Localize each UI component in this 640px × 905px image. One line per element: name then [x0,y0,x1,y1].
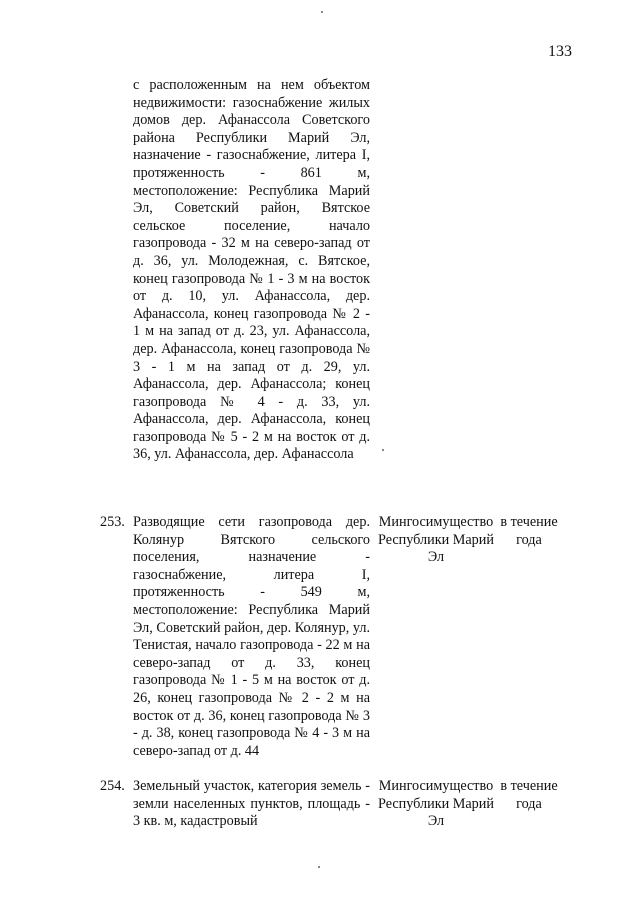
row-holder: Мингосимущество Республики Марий Эл [378,778,494,830]
page-number: 133 [548,43,572,60]
scan-speck [321,11,323,13]
row-term: в течение года [500,514,558,548]
row-description: Разводящие сети газопровода дер. Колянур Вятского сельского поселения, назначение - газоснабжение, литера I, протяженность - 549 м, местоположение: Республика Марий Эл, Советский район, дер. Колянур, ул. Тенистая, начало газопровода - 22 м на северо-запад от д. 33, конец газопровода № 1 - 5 м на восток от д. 26, конец газопровода № 2 - 2 м на восток от д. 36, конец газопровода № 3 - д. 38, конец газопровода № 4 - 3 м на северо-запад от д. 44 [133,514,370,759]
row-term: в течение года [500,778,558,812]
row-holder: Мингосимущество Республики Марий Эл [378,514,494,566]
row-number: 254. [100,778,125,794]
row-description: Земельный участок, категория земель - земли населенных пунктов, площадь - 3 кв. м, кадастровый [133,778,370,830]
continued-description: с расположенным на нем объектом недвижимости: газоснабжение жилых домов дер. Афанассола Советского района Республики Марий Эл, назначение - газоснабжение, литера I, протяженность - 861 м, местоположение: Республика Марий Эл, Советский район, Вятское сельское поселение, начало газопровода - 32 м на северо-запад от д. 36, ул. Молодежная, с. Вятское, конец газопровода № 1 - 3 м на восток от д. 10, ул. Афанассола, дер. Афанассола, конец газопровода № 2 - 1 м на запад от д. 23, ул. Афанассола, дер. Афанассола, конец газопровода № 3 - 1 м на запад от д. 29, ул. Афанассола, дер. Афанассола; конец газопровода № 4 - д. 33, ул. Афанассола, дер. Афанассола, конец газопровода № 5 - 2 м на восток от д. 36, ул. Афанассола, дер. Афанассола [133,77,370,463]
row-number: 253. [100,514,125,530]
scan-speck [382,449,384,451]
scan-speck [318,866,320,868]
